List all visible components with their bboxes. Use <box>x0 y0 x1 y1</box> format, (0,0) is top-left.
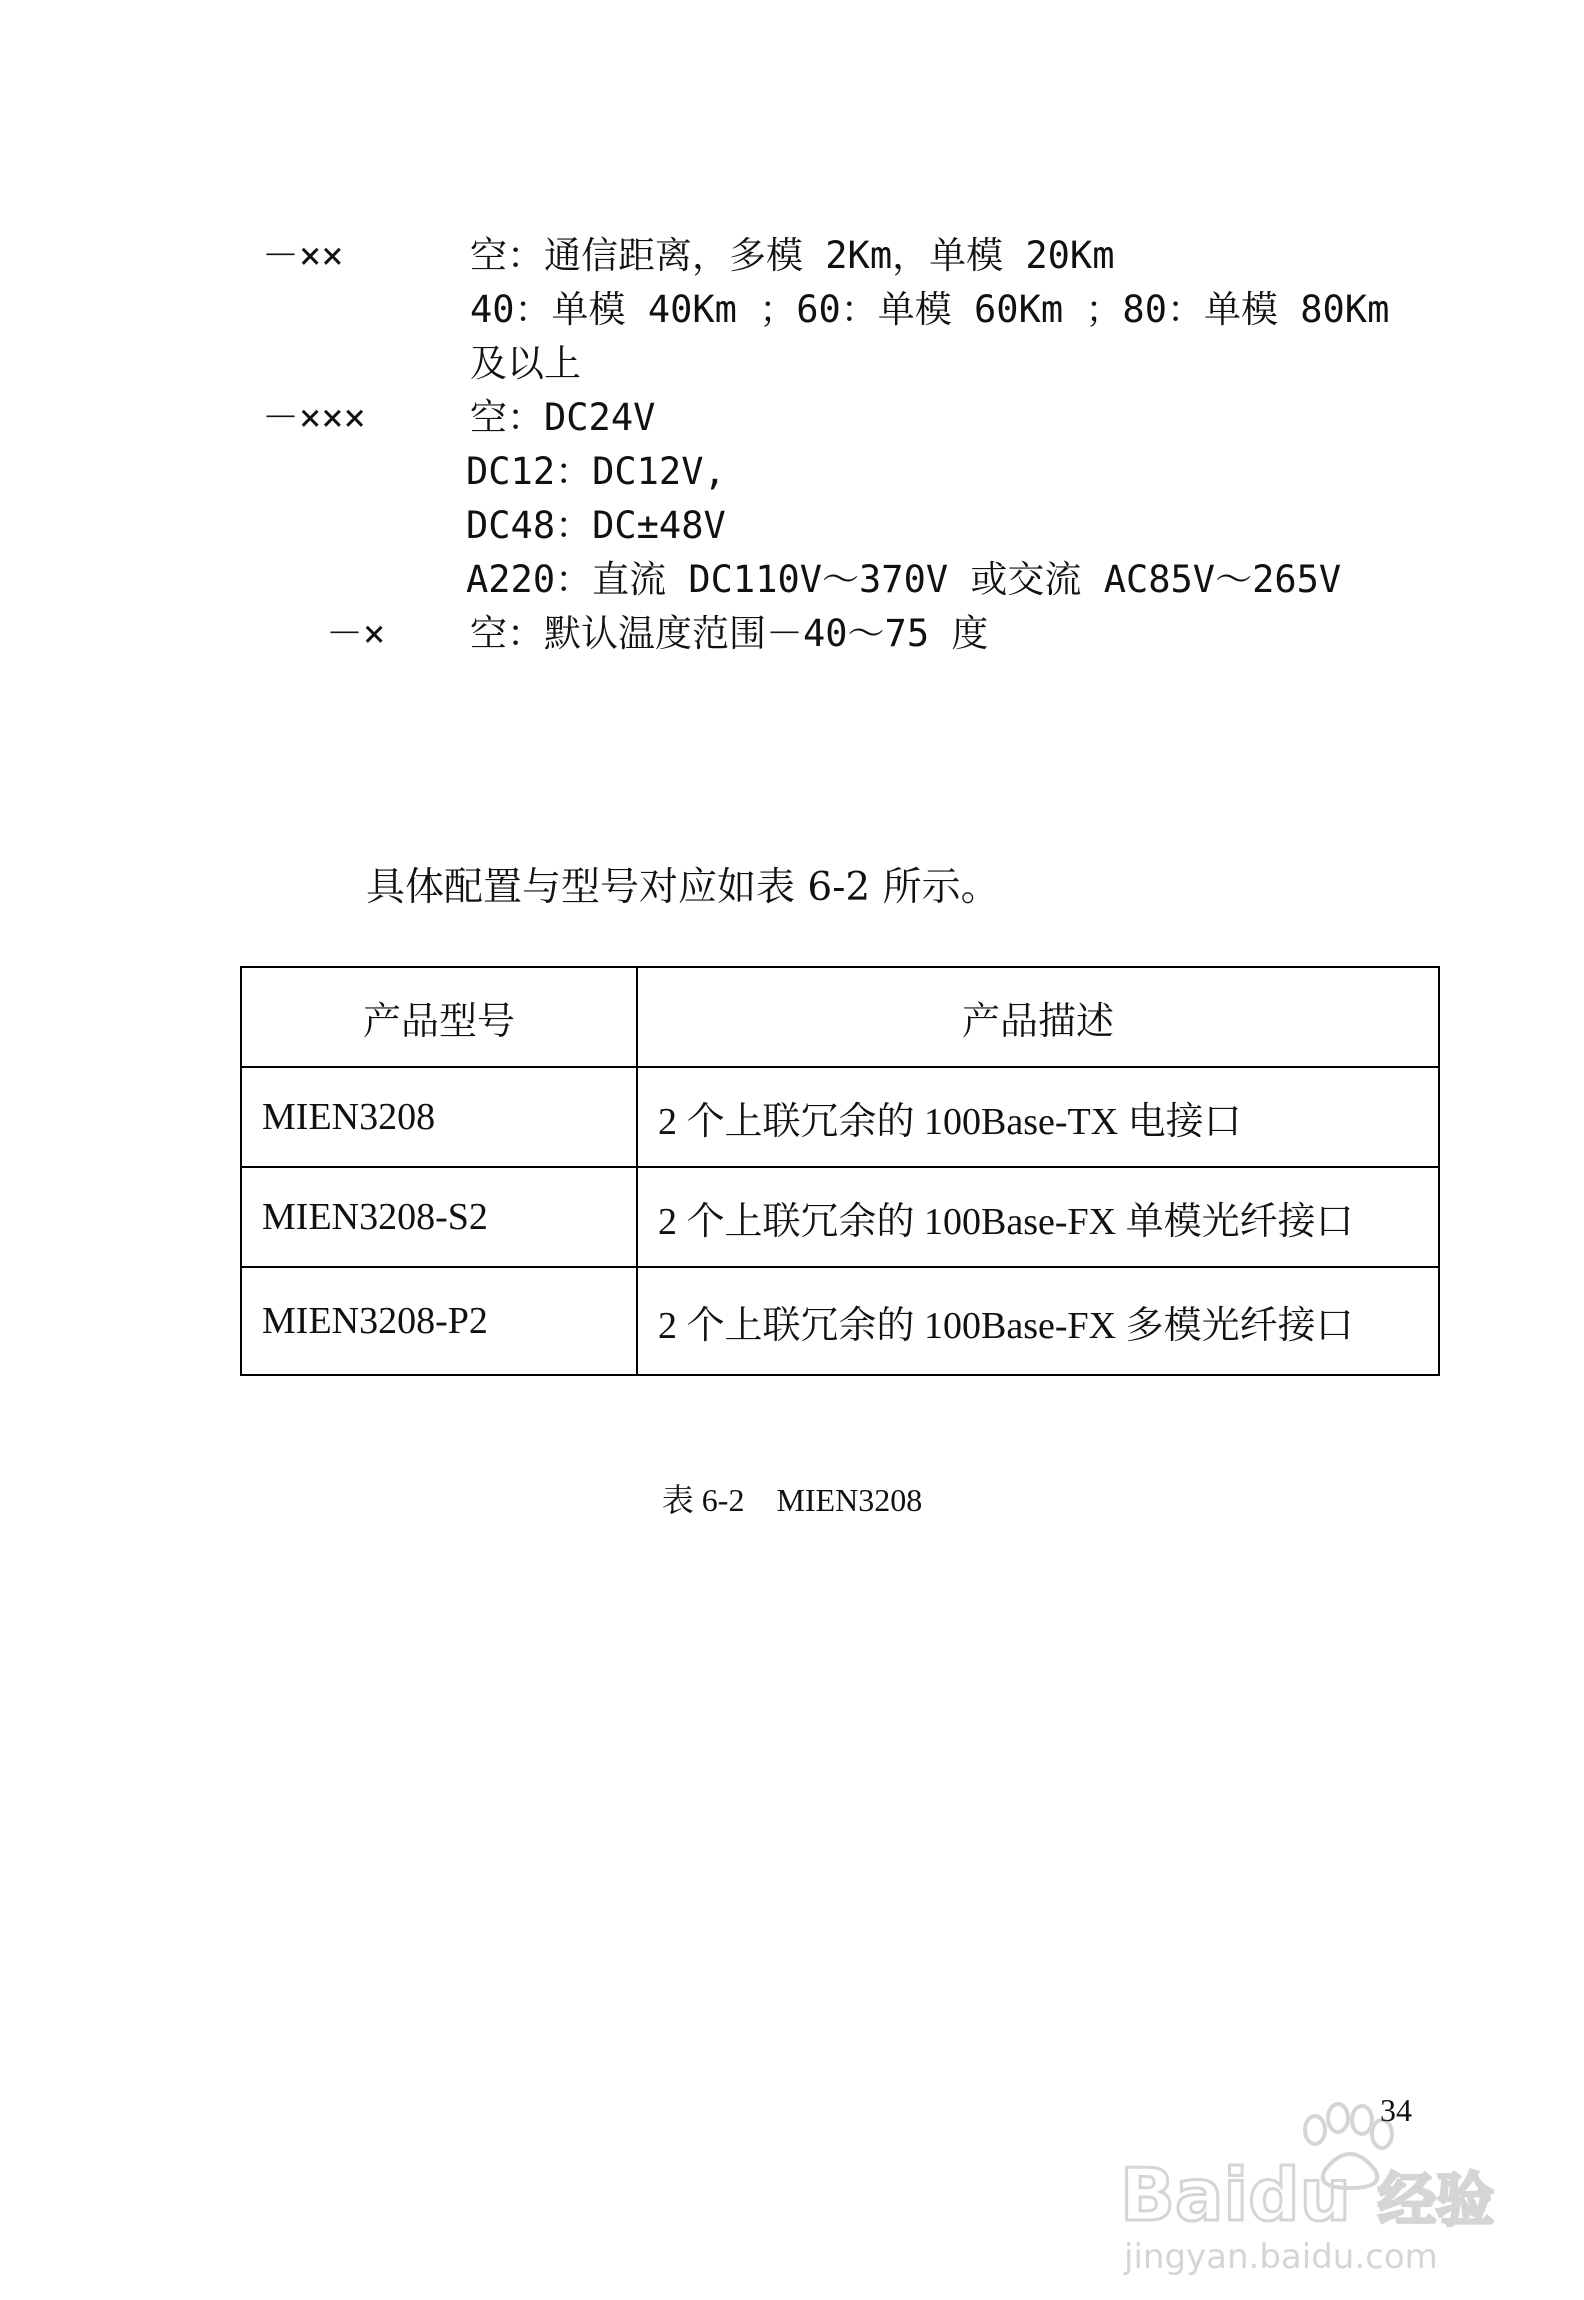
option-desc-power-line2: DC12：DC12V, <box>466 450 726 493</box>
cell-description: 2 个上联冗余的 100Base-FX 单模光纤接口 <box>637 1167 1439 1267</box>
option-desc-power-line1: 空：DC24V <box>470 396 656 439</box>
watermark-service: 经验 <box>1378 2166 1495 2234</box>
baidu-jingyan-watermark <box>1110 2060 1510 2280</box>
watermark-url: jingyan.baidu.com <box>1124 2237 1438 2277</box>
intro-paragraph: 具体配置与型号对应如表 6-2 所示。 <box>366 865 1000 910</box>
option-desc-power-line4: A220：直流 DC110V～370V 或交流 AC85V～265V <box>466 558 1342 601</box>
cell-description: 2 个上联冗余的 100Base-FX 多模光纤接口 <box>637 1267 1439 1375</box>
cell-description: 2 个上联冗余的 100Base-TX 电接口 <box>637 1067 1439 1167</box>
model-table <box>240 966 1440 1376</box>
cell-model: MIEN3208 <box>241 1067 637 1167</box>
header-model: 产品型号 <box>241 967 637 1067</box>
option-desc-temp-line1: 空：默认温度范围－40～75 度 <box>470 612 989 655</box>
option-code-comm: －×× <box>262 234 344 277</box>
watermark-brand: Baidu <box>1120 2153 1351 2237</box>
table-caption: 表 6-2 MIEN3208 <box>661 1482 923 1518</box>
table-row <box>241 1267 1439 1375</box>
option-desc-comm-line2: 40：单模 40Km ；60：单模 60Km ；80：单模 80Km <box>470 288 1390 331</box>
header-description: 产品描述 <box>637 967 1439 1067</box>
cell-model: MIEN3208-P2 <box>241 1267 637 1375</box>
option-desc-power-line3: DC48：DC±48V <box>466 504 726 547</box>
option-desc-comm-line3: 及以上 <box>470 342 581 385</box>
option-desc-comm-line1: 空：通信距离，多模 2Km，单模 20Km <box>470 234 1115 277</box>
cell-model: MIEN3208-S2 <box>241 1167 637 1267</box>
page-number: 34 <box>1380 2092 1412 2128</box>
option-code-temp: －× <box>326 612 386 655</box>
table-row <box>241 1067 1439 1167</box>
option-code-power: －××× <box>262 396 366 439</box>
table-header-row <box>241 967 1439 1067</box>
table-row <box>241 1167 1439 1267</box>
